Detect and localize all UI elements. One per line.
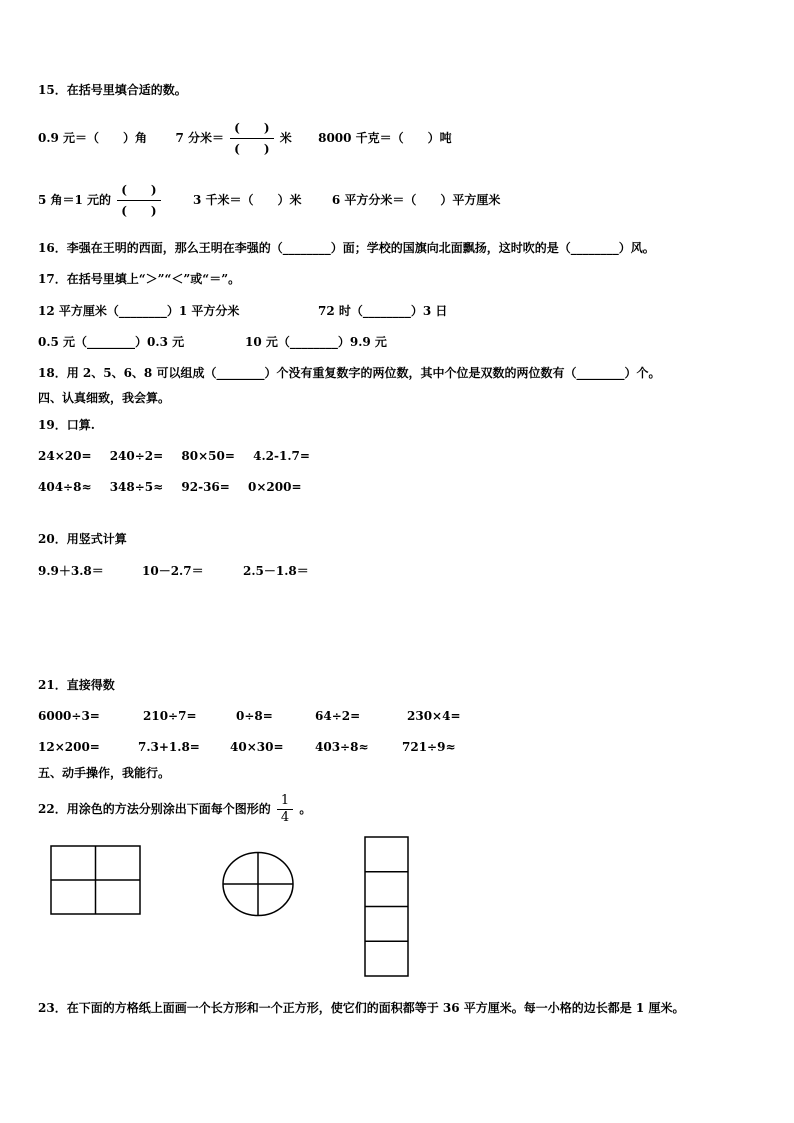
q20-item-1: 9.9＋3.8＝	[38, 564, 104, 578]
section-4-heading: 四、认真细致，我会算。	[38, 391, 171, 405]
fraction-denominator[interactable]: ( )	[121, 204, 157, 218]
q17-item-a: 12 平方厘米（________）1 平方分米	[38, 304, 240, 318]
q17-title: 17．在括号里填上“＞”“＜”或“＝”。	[38, 272, 241, 286]
q22-end: 。	[299, 802, 312, 816]
q15-line2	[38, 180, 500, 221]
q20-title: 20．用竖式计算	[38, 532, 127, 546]
calc-item: 6000÷3=	[38, 709, 100, 723]
q22-title: 22．用涂色的方法分别涂出下面每个图形的	[38, 802, 271, 816]
fraction-numerator[interactable]: ( )	[121, 183, 157, 197]
fraction-denominator: 4	[280, 810, 290, 825]
q22-title-line	[38, 793, 311, 826]
calc-item: 240÷2=	[109, 449, 164, 463]
rectangle-quarters-shape[interactable]	[50, 845, 142, 917]
q22-fraction	[277, 793, 293, 826]
calc-item: 80×50=	[181, 449, 235, 463]
q23: 23．在下面的方格纸上面画一个长方形和一个正方形，使它们的面积都等于 36 平方厘米。每一小格的边长都是 1 厘米。	[38, 1001, 685, 1015]
calc-item: 64÷2=	[315, 709, 361, 723]
fraction-numerator: 1	[280, 793, 290, 808]
q21-title: 21．直接得数	[38, 678, 115, 692]
calc-item: 404÷8≈	[38, 480, 92, 494]
calc-item: 230×4=	[407, 709, 461, 723]
q17-item-d: 10 元（________）9.9 元	[245, 335, 387, 349]
q19-title: 19．口算.	[38, 418, 95, 432]
q20-item-3: 2.5－1.8＝	[243, 564, 309, 578]
calc-item: 403÷8≈	[315, 740, 369, 754]
q15-item-c: 8000 千克＝（ ）吨	[318, 131, 452, 145]
q15-fraction-2	[117, 180, 160, 221]
q20-item-2: 10－2.7＝	[142, 564, 204, 578]
q19-row2	[38, 479, 302, 495]
calc-item: 210÷7=	[143, 709, 197, 723]
calc-item: 92-36=	[181, 480, 230, 494]
calc-item: 721÷9≈	[402, 740, 456, 754]
calc-item: 348÷5≈	[109, 480, 164, 494]
q15-item-f: 6 平方分米＝（ ）平方厘米	[331, 193, 501, 207]
circle-quarters-shape[interactable]	[221, 851, 295, 917]
q15-item-a: 0.9 元＝（ ）角	[38, 131, 148, 145]
calc-item: 4.2-1.7=	[253, 449, 310, 463]
q18: 18．用 2、5、6、8 可以组成（________）个没有重复数字的两位数，其中个位是双数的两位数有（________）个。	[38, 366, 661, 380]
q15-item-b-left: 7 分米＝	[175, 131, 224, 145]
q19-row1	[38, 448, 310, 464]
q15-fraction-1	[230, 118, 273, 159]
calc-item: 0×200=	[248, 480, 302, 494]
fraction-denominator[interactable]: ( )	[234, 142, 270, 156]
q15-title: 15．在括号里填合适的数。	[38, 83, 187, 97]
calc-item: 0÷8=	[236, 709, 273, 723]
q15-item-e: 3 千米＝（ ）米	[192, 193, 302, 207]
q16: 16．李强在王明的西面，那么王明在李强的（________）面；学校的国旗向北面飘扬，这时吹的是（________）风。	[38, 241, 655, 255]
q15-item-d: 5 角＝1 元的	[38, 193, 112, 207]
calc-item: 7.3+1.8=	[138, 740, 200, 754]
q15-line1	[38, 118, 452, 159]
q17-item-c: 0.5 元（________）0.3 元	[38, 335, 185, 349]
calc-item: 24×20=	[38, 449, 92, 463]
q15-item-b-right: 米	[279, 131, 292, 145]
calc-item: 40×30=	[230, 740, 284, 754]
section-5-heading: 五、动手操作，我能行。	[38, 766, 171, 780]
calc-item: 12×200=	[38, 740, 100, 754]
fraction-numerator[interactable]: ( )	[234, 121, 270, 135]
q17-item-b: 72 时（________）3 日	[318, 304, 448, 318]
vertical-strip-shape[interactable]	[364, 836, 410, 978]
